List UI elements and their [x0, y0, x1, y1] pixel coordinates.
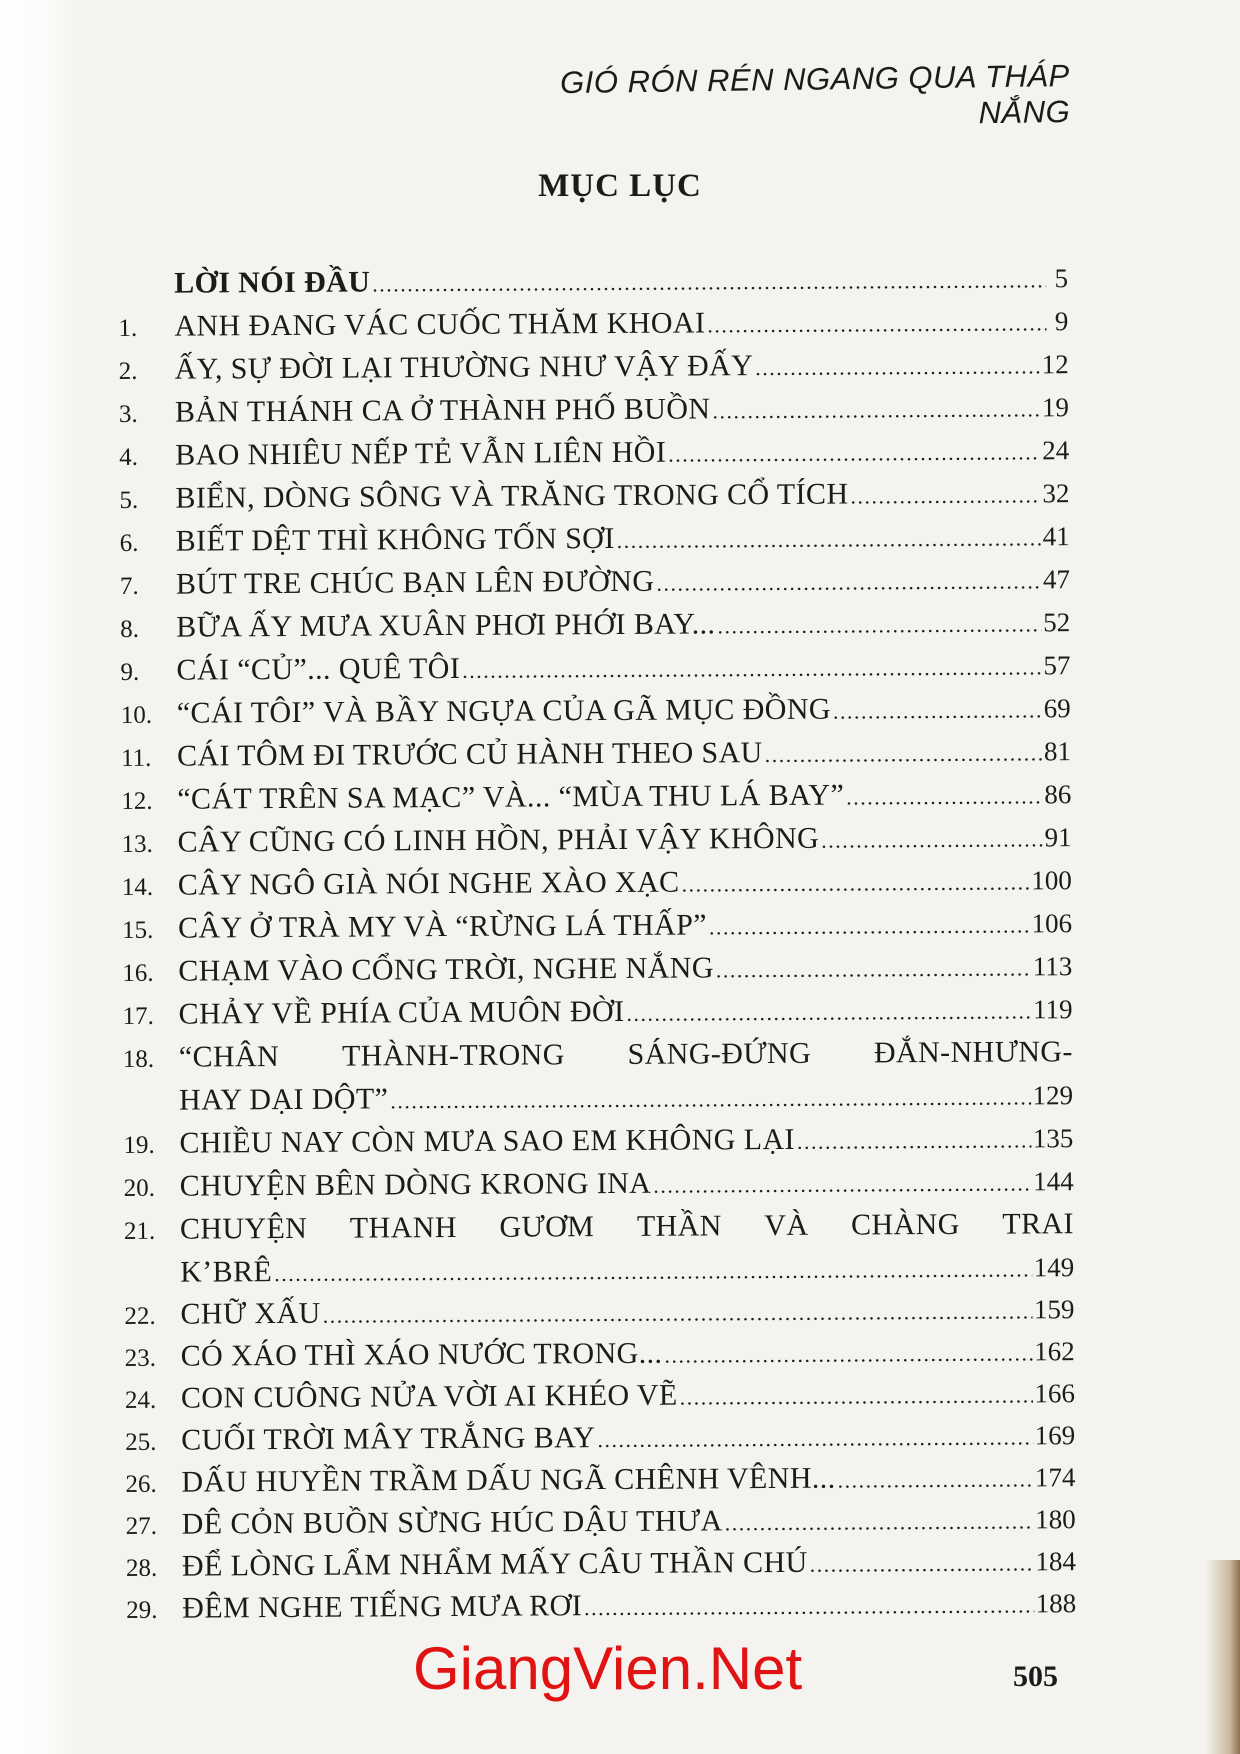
- toc-entry-title-word: GƯƠM: [499, 1210, 595, 1244]
- toc-entry-page: 149: [1033, 1252, 1075, 1283]
- toc-entry-number: 4.: [119, 443, 139, 471]
- toc-entry-title: BẢN THÁNH CA Ở THÀNH PHỐ BUỒN: [174, 392, 711, 429]
- toc-leader-dots: [821, 817, 1043, 861]
- toc-entry-number: 23.: [124, 1344, 157, 1372]
- toc-entry[interactable]: [122, 987, 1072, 1036]
- toc-entry-number: 24.: [124, 1386, 157, 1414]
- toc-leader-dots: [653, 1161, 1031, 1206]
- toc-leader-dots: [681, 860, 1029, 905]
- toc-entry-page: 47: [1042, 564, 1071, 595]
- toc-entry-number: 25.: [125, 1428, 157, 1456]
- table-of-contents: [118, 256, 1076, 1630]
- toc-entry[interactable]: [121, 729, 1071, 778]
- toc-entry-title-word: CHUYỆN: [179, 1211, 308, 1246]
- toc-entry-page: 9: [1054, 306, 1069, 337]
- toc-entry[interactable]: [123, 1116, 1073, 1165]
- toc-entry-page: 135: [1032, 1123, 1074, 1154]
- toc-entry-page: 91: [1044, 822, 1072, 853]
- toc-leader-dots: [680, 1374, 1033, 1418]
- toc-leader-dots: [797, 1118, 1031, 1162]
- toc-entry-title-word: SÁNG-ĐỨNG: [627, 1036, 812, 1071]
- toc-entry[interactable]: [124, 1202, 1074, 1251]
- toc-leader-dots: [707, 301, 1046, 346]
- toc-entry-page: 144: [1033, 1166, 1074, 1197]
- toc-entry[interactable]: [118, 299, 1068, 348]
- toc-entry-number: 28.: [125, 1554, 158, 1582]
- toc-entry-page: 19: [1041, 392, 1069, 423]
- toc-entry-title: CHỮ XẤU: [180, 1296, 321, 1331]
- toc-entry-page: 129: [1032, 1080, 1074, 1111]
- toc-entry[interactable]: [121, 686, 1071, 735]
- toc-entry-page: 113: [1032, 951, 1073, 982]
- toc-entry[interactable]: [124, 1159, 1074, 1208]
- toc-entry[interactable]: [121, 772, 1071, 821]
- toc-leader-dots: [837, 1458, 1033, 1501]
- toc-entry-title: CÂY Ở TRÀ MY VÀ “RỪNG LÁ THẤP”: [177, 908, 708, 945]
- toc-leader-dots: [323, 1290, 1032, 1336]
- toc-entry-title: CÁI “CỦ”... QUÊ TÔI: [176, 651, 461, 687]
- toc-entry[interactable]: [124, 1288, 1074, 1336]
- toc-entry-title: ĐỂ LÒNG LẨM NHẨM MẤY CÂU THẦN CHÚ: [181, 1545, 808, 1583]
- toc-entry[interactable]: [125, 1330, 1075, 1378]
- toc-leader-dots: [755, 344, 1040, 389]
- toc-entry-title: DẤU HUYỀN TRẦM DẤU NGÃ CHÊNH VÊNH...: [181, 1461, 836, 1499]
- toc-leader-dots: [372, 258, 1046, 305]
- toc-entry-title-word: THÀNH-TRONG: [341, 1038, 565, 1073]
- toc-entry-number: 21.: [123, 1217, 156, 1245]
- watermark: GiangVien.Net: [413, 1635, 803, 1702]
- toc-leader-dots: [709, 903, 1030, 948]
- toc-entry-title: CÁI TÔM ĐI TRƯỚC CỦ HÀNH THEO SAU: [176, 736, 763, 773]
- toc-entry-title: CÓ XÁO THÌ XÁO NƯỚC TRONG...: [180, 1336, 663, 1373]
- toc-entry-number: 22.: [124, 1302, 156, 1330]
- toc-leader-dots: [597, 1416, 1032, 1461]
- toc-heading: MỤC LỤC: [538, 168, 702, 204]
- toc-entry-title: [179, 1030, 1073, 1078]
- toc-entry-title: ẤY, SỰ ĐỜI LẠI THƯỜNG NHƯ VẬY ĐẤY: [174, 349, 754, 386]
- toc-entry-number: 20.: [123, 1174, 155, 1202]
- toc-entry-number: 29.: [126, 1596, 158, 1624]
- toc-entry-title: CHẢY VỀ PHÍA CỦA MUÔN ĐỜI: [178, 994, 625, 1031]
- toc-entry-number: 2.: [118, 357, 138, 385]
- toc-leader-dots: [274, 1247, 1032, 1295]
- toc-entry-title: LỜI NÓI ĐẦU: [174, 265, 371, 300]
- toc-entry-title: CHIỀU NAY CÒN MƯA SAO EM KHÔNG LẠI: [179, 1122, 795, 1160]
- toc-entry-title-word: TRAI: [1002, 1207, 1074, 1241]
- toc-entry-number: 1.: [118, 314, 138, 342]
- toc-leader-dots: [390, 1075, 1031, 1122]
- toc-entry-title: BIẾT DỆT THÌ KHÔNG TỐN SỢI: [175, 521, 615, 558]
- toc-entry-number: 9.: [120, 658, 140, 686]
- toc-entry-title: DÊ CỎN BUỒN SỪNG HÚC DẬU THƯA: [181, 1504, 723, 1541]
- toc-leader-dots: [850, 473, 1040, 517]
- toc-entry-number: 15.: [122, 916, 154, 944]
- toc-entry-title: BÚT TRE CHÚC BẠN LÊN ĐƯỜNG: [175, 564, 655, 601]
- toc-leader-dots: [668, 430, 1040, 475]
- toc-entry-number: 8.: [120, 615, 140, 643]
- toc-entry-page: 86: [1044, 779, 1072, 810]
- toc-leader-dots: [846, 774, 1042, 818]
- toc-entry-page: 119: [1032, 994, 1073, 1025]
- toc-entry-title: BIỂN, DÒNG SÔNG VÀ TRĂNG TRONG CỔ TÍCH: [175, 477, 849, 515]
- toc-entry-page: 32: [1042, 478, 1070, 509]
- toc-leader-dots: [584, 1584, 1034, 1629]
- toc-entry-title: CÂY CŨNG CÓ LINH HỒN, PHẢI VẬY KHÔNG: [177, 821, 820, 859]
- toc-entry-page: 24: [1042, 435, 1070, 466]
- toc-entry-number: 10.: [120, 701, 153, 729]
- toc-entry[interactable]: [123, 1030, 1073, 1079]
- toc-entry-continuation[interactable]: [124, 1245, 1074, 1294]
- toc-entry[interactable]: [120, 557, 1070, 606]
- toc-leader-dots: [810, 1542, 1034, 1585]
- toc-leader-dots: [716, 946, 1031, 991]
- toc-entry-number: 27.: [125, 1512, 158, 1540]
- page-number: 505: [1013, 1660, 1058, 1693]
- toc-entry[interactable]: [119, 471, 1069, 520]
- toc-entry-continuation[interactable]: [123, 1073, 1073, 1122]
- toc-entry[interactable]: [119, 385, 1069, 434]
- toc-entry-title: CON CUÔNG NỬA VỜI AI KHÉO VẼ: [180, 1378, 678, 1415]
- toc-leader-dots: [626, 989, 1031, 1034]
- toc-entry[interactable]: [121, 815, 1071, 864]
- toc-leader-dots: [833, 688, 1042, 732]
- toc-entry[interactable]: [125, 1414, 1075, 1462]
- toc-entry-page: 184: [1035, 1546, 1077, 1577]
- toc-entry-page: 81: [1043, 736, 1072, 767]
- toc-entry-page: 100: [1031, 865, 1072, 896]
- toc-entry-page: 169: [1034, 1420, 1076, 1451]
- toc-entry-number: 3.: [118, 400, 138, 428]
- toc-entry-page: 166: [1034, 1378, 1076, 1409]
- toc-entry[interactable]: [125, 1456, 1075, 1504]
- toc-entry-number: 5.: [119, 486, 139, 514]
- toc-entry-page: 69: [1043, 693, 1071, 724]
- toc-entry-number: 26.: [125, 1470, 157, 1498]
- toc-entry-number: 13.: [121, 830, 153, 858]
- page-binding-shadow: [1206, 1560, 1240, 1754]
- toc-entry-title: CHẠM VÀO CỔNG TRỜI, NGHE NẮNG: [178, 951, 714, 988]
- toc-entry-title: BAO NHIÊU NẾP TẺ VẪN LIÊN HỒI: [175, 435, 667, 472]
- toc-leader-dots: [725, 1500, 1034, 1544]
- toc-entry-page: 106: [1031, 908, 1073, 939]
- toc-entry-title-word: THẦN: [636, 1209, 722, 1243]
- toc-entry-title-word: CHÀNG: [850, 1207, 960, 1242]
- toc-entry-page: 57: [1043, 650, 1071, 681]
- toc-entry-title-word: ĐẮN-NHƯNG-: [873, 1035, 1073, 1070]
- toc-entry-page: 180: [1035, 1504, 1076, 1535]
- toc-entry-page: 12: [1041, 349, 1069, 380]
- toc-entry-number: 6.: [119, 529, 139, 557]
- toc-entry-title: BỮA ẤY MƯA XUÂN PHƠI PHỚI BAY...: [176, 607, 716, 644]
- page-left-edge: [0, 0, 78, 1754]
- toc-leader-dots: [712, 387, 1040, 432]
- toc-entry-number: 7.: [119, 572, 139, 600]
- toc-entry-title: CHUYỆN BÊN DÒNG KRONG INA: [179, 1166, 652, 1203]
- toc-entry-title: ANH ĐANG VÁC CUỐC THĂM KHOAI: [174, 306, 706, 343]
- toc-entry-title-continuation: K’BRÊ: [180, 1255, 273, 1289]
- toc-entry[interactable]: [122, 944, 1072, 993]
- toc-entry-number: 19.: [123, 1131, 155, 1159]
- toc-entry[interactable]: [122, 858, 1072, 907]
- toc-leader-dots: [664, 1332, 1032, 1376]
- toc-entry-preface[interactable]: [118, 256, 1068, 305]
- toc-leader-dots: [656, 559, 1041, 604]
- toc-entry-number: 11.: [120, 744, 152, 772]
- toc-entry-page: 5: [1054, 263, 1069, 294]
- toc-entry-title-continuation: HAY DẠI DỘT”: [179, 1082, 389, 1117]
- toc-entry-page: 41: [1042, 521, 1070, 552]
- toc-entry-number: 18.: [122, 1045, 155, 1073]
- toc-entry-number: 12.: [121, 787, 153, 815]
- toc-entry-number: 17.: [122, 1002, 154, 1030]
- toc-entry-page: 188: [1035, 1588, 1077, 1619]
- toc-entry-title-word: VÀ: [764, 1208, 809, 1243]
- toc-entry[interactable]: [122, 901, 1072, 950]
- toc-entry[interactable]: [125, 1372, 1075, 1420]
- toc-entry-page: 52: [1043, 607, 1071, 638]
- toc-entry-title-word: “CHÂN: [178, 1040, 280, 1074]
- toc-leader-dots: [765, 731, 1043, 776]
- toc-entry[interactable]: [120, 600, 1070, 649]
- toc-entry[interactable]: [119, 342, 1069, 391]
- toc-entry-title: CÂY NGÔ GIÀ NÓI NGHE XÀO XẠC: [177, 865, 680, 902]
- toc-entry-title-word: THANH: [349, 1210, 457, 1245]
- toc-entry-page: 174: [1034, 1462, 1076, 1493]
- toc-leader-dots: [617, 516, 1041, 562]
- toc-leader-dots: [462, 645, 1042, 692]
- toc-entry-title: CUỐI TRỜI MÂY TRẮNG BAY: [181, 1421, 596, 1457]
- toc-entry-number: 14.: [121, 873, 154, 901]
- toc-leader-dots: [717, 602, 1041, 647]
- toc-entry-title: ĐÊM NGHE TIẾNG MƯA RƠI: [182, 1589, 583, 1625]
- toc-entry[interactable]: [119, 428, 1069, 477]
- toc-entry-title: “CÁI TÔI” VÀ BẦY NGỰA CỦA GÃ MỤC ĐỒNG: [176, 692, 832, 730]
- toc-entry[interactable]: [126, 1498, 1076, 1546]
- toc-entry[interactable]: [126, 1582, 1076, 1630]
- toc-entry[interactable]: [120, 514, 1070, 563]
- toc-entry-title: [180, 1202, 1074, 1250]
- toc-entry[interactable]: [120, 643, 1070, 692]
- running-header: GIÓ RÓN RÉN NGANG QUA THÁP NẮNG: [559, 58, 1071, 131]
- toc-entry-number: 16.: [122, 959, 154, 987]
- toc-entry[interactable]: [126, 1540, 1076, 1588]
- toc-entry-title: “CÁT TRÊN SA MẠC” VÀ... “MÙA THU LÁ BAY”: [177, 778, 845, 816]
- toc-entry-page: 159: [1033, 1294, 1075, 1325]
- toc-entry-page: 162: [1034, 1336, 1075, 1367]
